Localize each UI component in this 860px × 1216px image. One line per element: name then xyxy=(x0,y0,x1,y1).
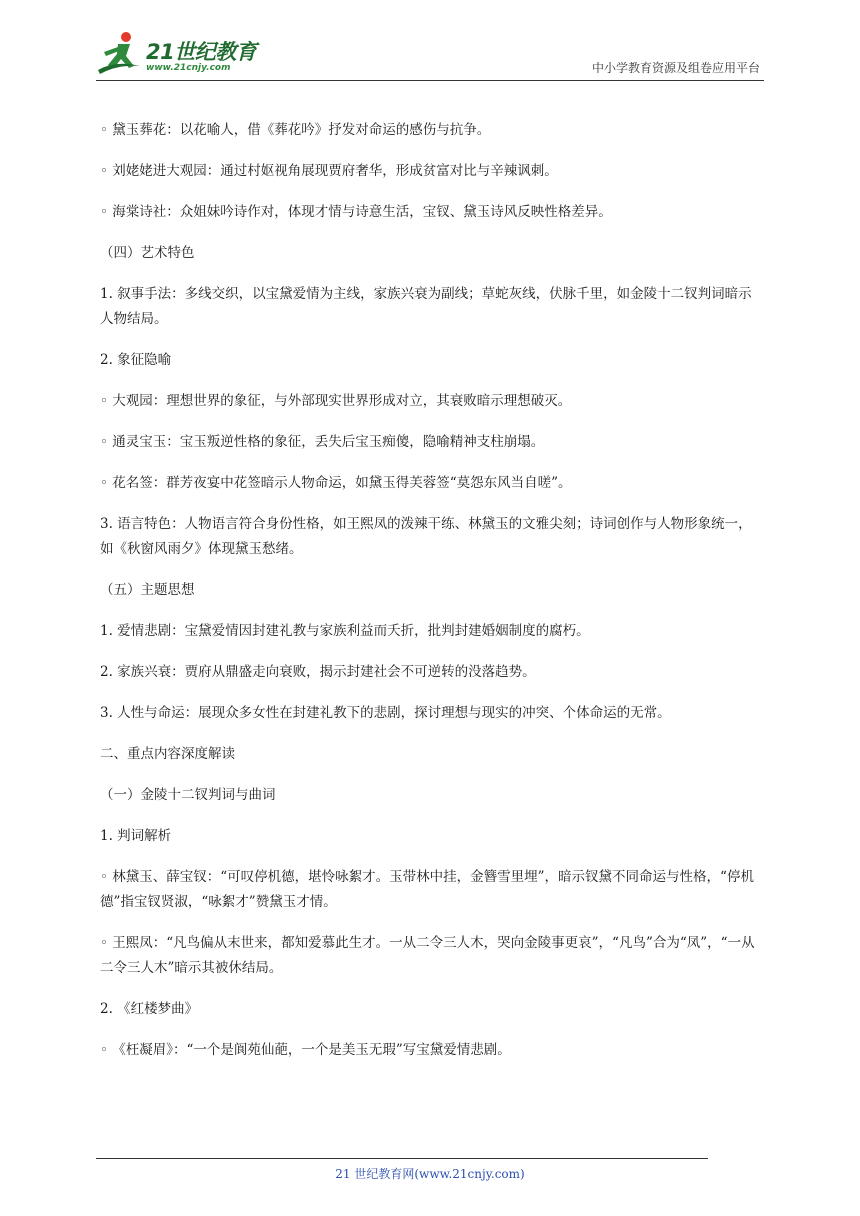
paragraph: ◦ 林黛玉、薛宝钗：“可叹停机德，堪怜咏絮才。玉带林中挂，金簪雪里埋”，暗示钗黛不同命运与性格，“停机德”指宝钗贤淑，“咏絮才”赞黛玉才情。 xyxy=(100,869,754,910)
subsection-heading: 1. 判词解析 xyxy=(100,828,172,844)
logo-text: 21世纪教育 xyxy=(146,40,257,64)
paragraph: 3. 人性与命运：展现众多女性在封建礼教下的悲剧，探讨理想与现实的冲突、个体命运的无常。 xyxy=(100,705,671,721)
paragraph: ◦ 海棠诗社：众姐妹吟诗作对，体现才情与诗意生活，宝钗、黛玉诗风反映性格差异。 xyxy=(100,204,612,220)
logo xyxy=(96,30,266,78)
document-body xyxy=(100,118,764,1079)
paragraph: ◦ 大观园：理想世界的象征，与外部现实世界形成对立，其衰败暗示理想破灭。 xyxy=(100,393,572,409)
page-header xyxy=(96,30,764,81)
section-heading: （五）主题思想 xyxy=(100,582,195,598)
paragraph: ◦ 通灵宝玉：宝玉叛逆性格的象征，丢失后宝玉痴傻，隐喻精神支柱崩塌。 xyxy=(100,434,545,450)
paragraph: ◦ 花名签：群芳夜宴中花签暗示人物命运，如黛玉得芙蓉签“莫怨东风当自嗟”。 xyxy=(100,475,572,491)
logo-url: www.21cnjy.com xyxy=(146,63,231,73)
paragraph: ◦ 黛玉葬花：以花喻人，借《葬花吟》抒发对命运的感伤与抗争。 xyxy=(100,122,491,138)
paragraph: ◦ 《枉凝眉》：“一个是阆苑仙葩，一个是美玉无瑕”写宝黛爱情悲剧。 xyxy=(100,1042,511,1058)
paragraph: 1. 叙事手法：多线交织，以宝黛爱情为主线，家族兴衰为副线；草蛇灰线，伏脉千里，如金陵十二钗判词暗示人物结局。 xyxy=(100,286,752,327)
footer-divider xyxy=(96,1158,708,1159)
platform-name: 中小学教育资源及组卷应用平台 xyxy=(591,61,760,75)
section-heading: （四）艺术特色 xyxy=(100,245,195,261)
paragraph: ◦ 刘姥姥进大观园：通过村妪视角展现贾府奢华，形成贫富对比与辛辣讽刺。 xyxy=(100,163,558,179)
subsection-heading: 2. 《红楼梦曲》 xyxy=(100,1001,199,1017)
paragraph: ◦ 王熙凤：“凡鸟偏从末世来，都知爱慕此生才。一从二令三人木，哭向金陵事更哀”，“凡鸟”合为“凤”，“一从二令三人木”暗示其被休结局。 xyxy=(100,935,755,976)
section-heading: （一）金陵十二钗判词与曲词 xyxy=(100,787,276,803)
runner-logo-icon xyxy=(96,30,146,76)
chapter-heading: 二、重点内容深度解读 xyxy=(100,746,235,762)
subsection-heading: 2. 象征隐喻 xyxy=(100,352,172,368)
footer-link[interactable]: 21 世纪教育网(www.21cnjy.com) xyxy=(335,1167,525,1181)
paragraph: 2. 家族兴衰：贾府从鼎盛走向衰败，揭示封建社会不可逆转的没落趋势。 xyxy=(100,664,536,680)
paragraph: 3. 语言特色：人物语言符合身份性格，如王熙凤的泼辣干练、林黛玉的文雅尖刻；诗词创作与人物形象统一，如《秋窗风雨夕》体现黛玉愁绪。 xyxy=(100,516,752,557)
paragraph: 1. 爱情悲剧：宝黛爱情因封建礼教与家族利益而夭折，批判封建婚姻制度的腐朽。 xyxy=(100,623,590,639)
